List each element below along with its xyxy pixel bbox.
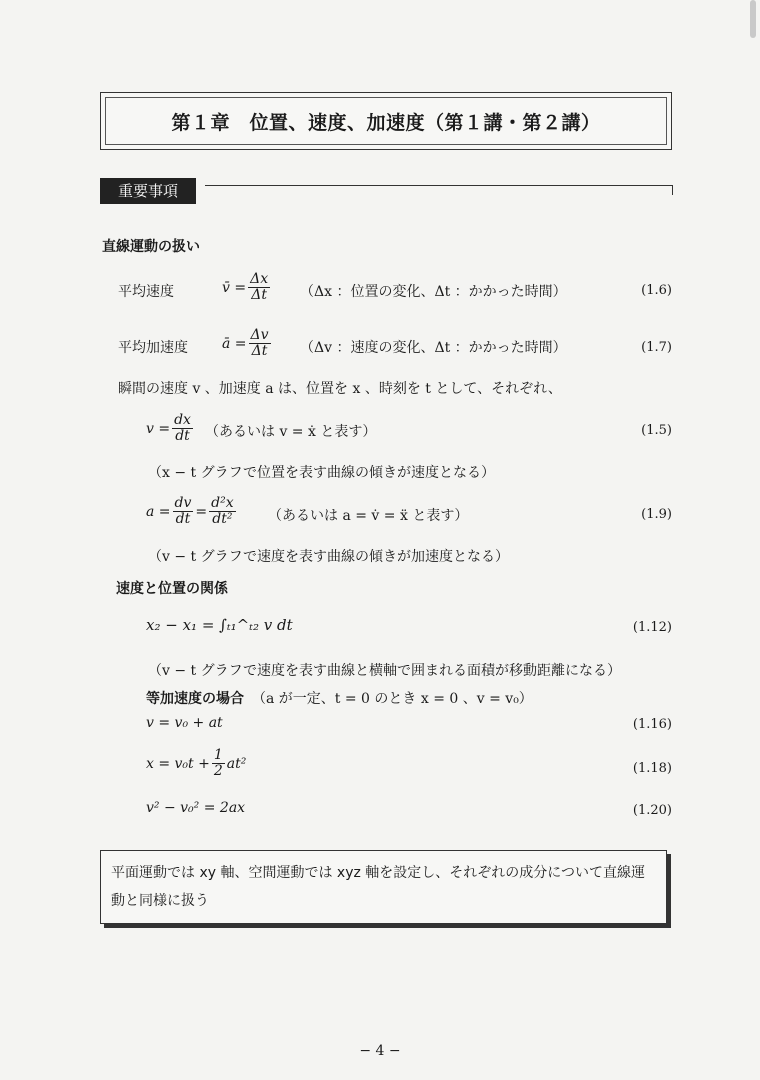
velocity-denominator: dt	[175, 428, 190, 445]
accel-fraction-1	[173, 496, 194, 528]
scrollbar-thumb[interactable]	[750, 0, 756, 38]
eq-number-1-18: (1.18)	[632, 761, 672, 776]
eq-number-1-5: (1.5)	[641, 423, 672, 438]
eq-1-18-formula	[146, 748, 246, 780]
avg-velocity-formula	[222, 272, 272, 304]
avg-accel-denominator: Δt	[251, 343, 268, 360]
section-rule	[205, 185, 673, 186]
accel-equals: =	[195, 503, 208, 520]
eq-number-1-6: (1.6)	[641, 283, 672, 298]
avg-velocity-label: 平均速度	[118, 284, 174, 300]
eq-number-1-7: (1.7)	[641, 340, 672, 355]
accel-lhs: a =	[146, 503, 171, 520]
integral-formula: x₂ − x₁ = ∫ₜ₁^ₜ₂ v dt	[146, 616, 293, 634]
eq-1-18-pre: x = v₀t +	[146, 755, 210, 772]
velocity-lhs: v =	[146, 420, 171, 437]
velocity-fraction	[172, 413, 193, 445]
velocity-graph-note: （x − t グラフで位置を表す曲線の傾きが速度となる）	[148, 465, 496, 481]
instant-intro: 瞬間の速度 v 、加速度 a は、位置を x 、時刻を t として、それぞれ、	[118, 381, 562, 397]
accel-denominator-1: dt	[175, 511, 191, 528]
velocity-note: （あるいは v = ẋ と表す）	[205, 424, 377, 440]
uniform-accel-condition: （a が一定、t = 0 のとき x = 0 、v = v₀）	[252, 691, 533, 707]
eq-number-1-12: (1.12)	[632, 620, 672, 635]
eq-number-1-20: (1.20)	[632, 803, 672, 818]
velocity-numerator: dx	[174, 412, 191, 428]
eq-1-20-formula: v² − v₀² = 2ax	[146, 800, 246, 816]
velocity-position-heading: 速度と位置の関係	[116, 581, 228, 597]
section-rule-end	[672, 185, 673, 195]
eq-1-18-numerator: 1	[213, 747, 223, 763]
accel-numerator-2: d²x	[211, 495, 234, 511]
accel-numerator-1: dv	[174, 495, 192, 511]
eq-1-18-fraction	[212, 748, 225, 780]
chapter-title-box	[100, 92, 672, 150]
section-tag: 重要事項	[100, 178, 196, 204]
summary-line-1: 平面運動では xy 軸、空間運動では xyz 軸を設定し、それぞれの成分について直線運	[111, 865, 646, 881]
eq-1-18-post: at²	[226, 755, 247, 772]
summary-box	[100, 850, 667, 924]
eq-number-1-9: (1.9)	[641, 507, 672, 522]
avg-accel-note: （Δv ：速度の変化、Δt ：かかった時間）	[300, 340, 567, 356]
avg-accel-lhs: ā =	[222, 335, 247, 352]
avg-accel-label: 平均加速度	[118, 340, 188, 356]
summary-line-2: 動と同様に扱う	[111, 893, 209, 909]
avg-accel-numerator: Δv	[250, 327, 269, 343]
avg-accel-fraction	[249, 328, 271, 360]
page-number: − 4 −	[359, 1043, 401, 1059]
avg-velocity-denominator: Δt	[251, 287, 267, 304]
avg-velocity-numerator: Δx	[250, 271, 269, 287]
linear-motion-heading: 直線運動の扱い	[102, 239, 200, 255]
chapter-title: 第１章 位置、速度、加速度（第１講・第２講）	[105, 97, 667, 145]
avg-accel-formula	[222, 328, 273, 360]
avg-velocity-note: （Δx ：位置の変化、Δt ：かかった時間）	[300, 284, 567, 300]
avg-velocity-fraction	[248, 272, 270, 304]
summary-content	[111, 859, 656, 915]
eq-number-1-16: (1.16)	[632, 717, 672, 732]
eq-1-16-formula: v = v₀ + at	[146, 715, 223, 731]
velocity-formula	[146, 413, 195, 445]
avg-velocity-lhs: v̄ =	[222, 279, 247, 296]
area-note: （v − t グラフで速度を表す曲線と横軸で囲まれる面積が移動距離になる）	[148, 663, 622, 679]
uniform-accel-heading: 等加速度の場合	[146, 691, 244, 707]
accel-denominator-2: dt²	[212, 511, 233, 528]
accel-note: （あるいは a = v̇ = ẍ と表す）	[268, 508, 469, 524]
accel-formula	[146, 496, 238, 528]
accel-fraction-2	[209, 496, 235, 528]
accel-graph-note: （v − t グラフで速度を表す曲線の傾きが加速度となる）	[148, 549, 510, 565]
eq-1-18-denominator: 2	[213, 763, 223, 780]
